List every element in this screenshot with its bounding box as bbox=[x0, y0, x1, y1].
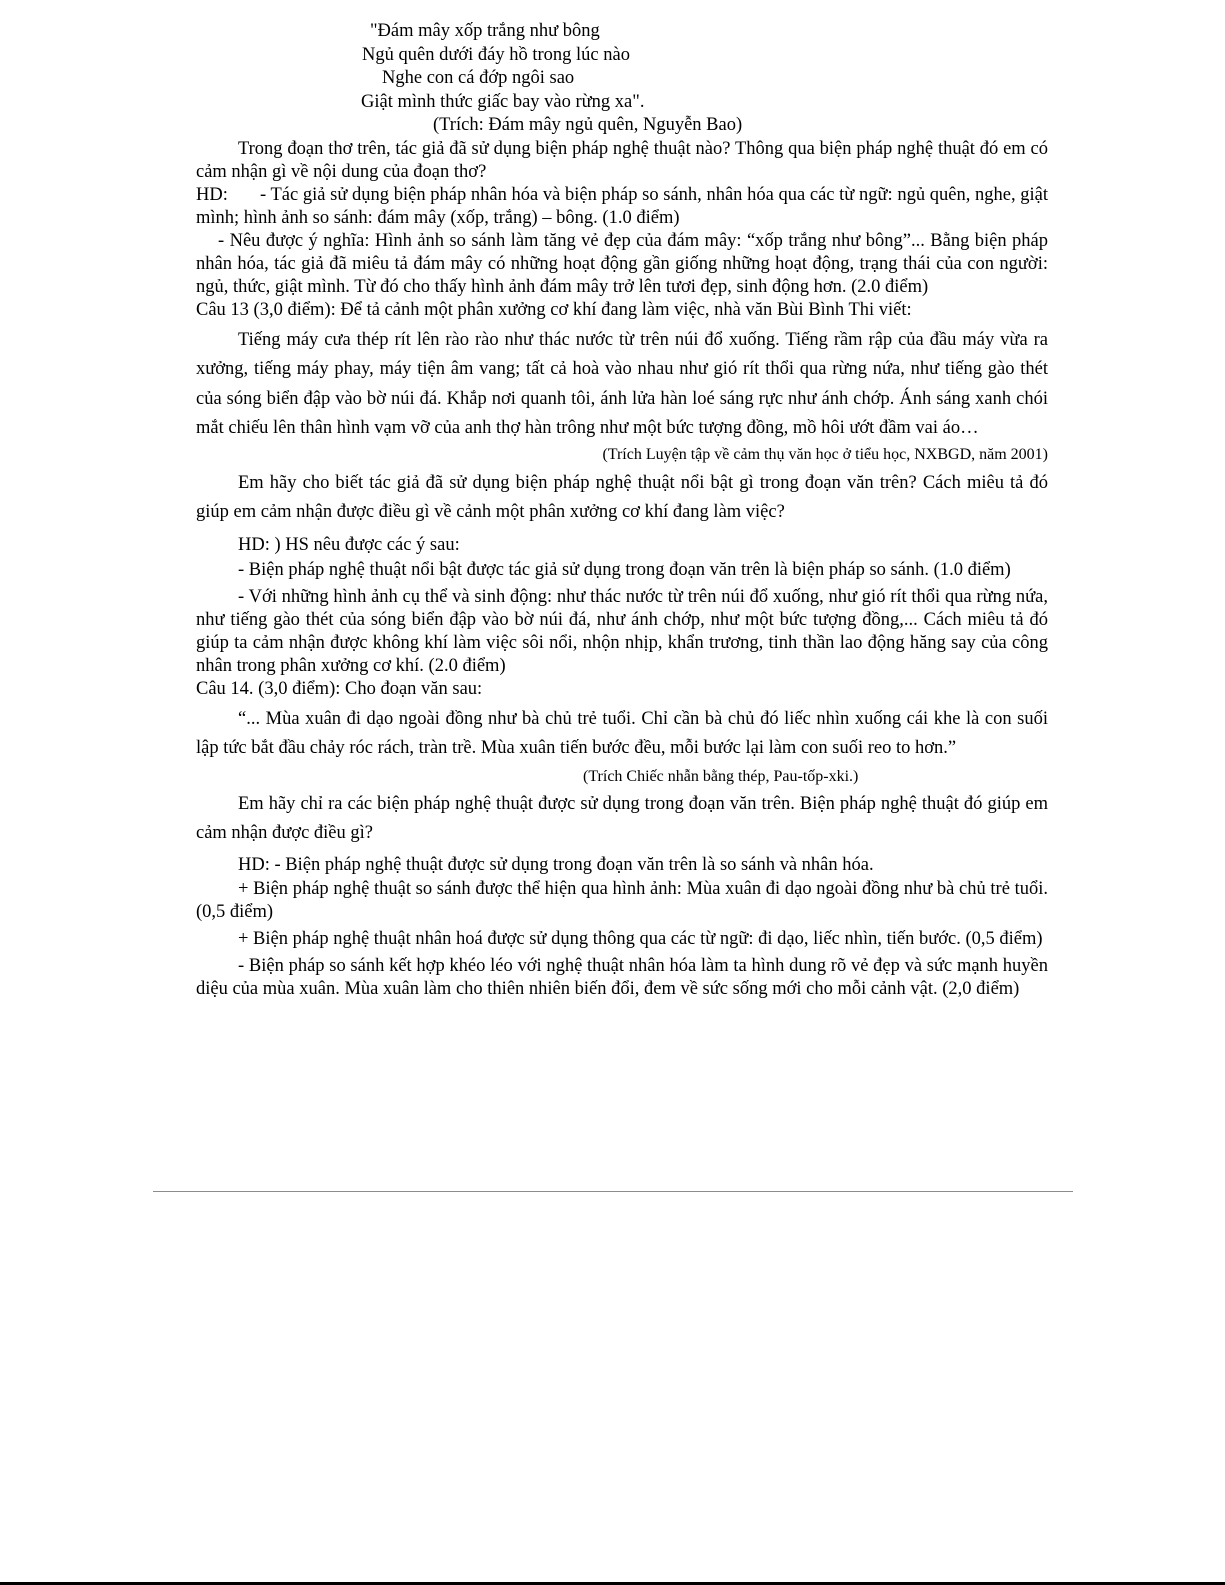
q12-hd-meaning: - Nêu được ý nghĩa: Hình ảnh so sánh làm tăng vẻ đẹp của đám mây: “xốp trắng như bông”... Bằng biện pháp nhân hóa, tác giả đã miêu tả đám mây có những hoạt động gần giống những hoạt động, trạng thái của con người: ngủ, thức, giật mình. Từ đó cho thấy hình ảnh đám mây trở lên tươi đẹp, sinh động hơn. (2.0 điểm) bbox=[196, 230, 1048, 297]
q13-question: Em hãy cho biết tác giả đã sử dụng biện pháp nghệ thuật nổi bật gì trong đoạn văn trên? Cách miêu tả đó giúp em cảm nhận được điều gì về cảnh một phân xưởng cơ khí đang làm việc? bbox=[196, 472, 1048, 522]
poem-line-2: Ngủ quên dưới đáy hồ trong lúc nào bbox=[362, 44, 630, 65]
q13-title: Câu 13 (3,0 điểm): Để tả cảnh một phân xưởng cơ khí đang làm việc, nhà văn Bùi Bình Thi viết: bbox=[196, 299, 912, 320]
poem bbox=[196, 20, 1048, 138]
poem-line-4: Giật mình thức giấc bay vào rừng xa". bbox=[361, 91, 645, 112]
q13-hd-1: - Biện pháp nghệ thuật nổi bật được tác giả sử dụng trong đoạn văn trên là biện pháp so sánh. (1.0 điểm) bbox=[238, 559, 1011, 580]
q12-question: Trong đoạn thơ trên, tác giả đã sử dụng biện pháp nghệ thuật nào? Thông qua biện pháp nghệ thuật đó em có cảm nhận gì về nội dung của đoạn thơ? bbox=[196, 138, 1048, 182]
q13-source: (Trích Luyện tập về cảm thụ văn học ở tiểu học, NXBGD, năm 2001) bbox=[602, 445, 1048, 463]
document-body bbox=[196, 20, 1048, 1001]
page-divider bbox=[153, 1191, 1073, 1192]
q14-hd-intro: HD: - Biện pháp nghệ thuật được sử dụng trong đoạn văn trên là so sánh và nhân hóa. bbox=[238, 854, 874, 875]
q12-hd-text: - Tác giả sử dụng biện pháp nhân hóa và biện pháp so sánh, nhân hóa qua các từ ngữ: ngủ quên, nghe, giật mình; hình ảnh so sánh: đám mây (xốp, trắng) – bông. (1.0 điểm) bbox=[196, 184, 1048, 228]
q14-source: (Trích Chiếc nhẫn bằng thép, Pau-tốp-xki.) bbox=[583, 767, 859, 785]
q14-question: Em hãy chỉ ra các biện pháp nghệ thuật được sử dụng trong đoạn văn trên. Biện pháp nghệ thuật đó giúp em cảm nhận được điều gì? bbox=[196, 793, 1048, 843]
poem-source: (Trích: Đám mây ngủ quên, Nguyễn Bao) bbox=[433, 115, 743, 135]
q14-hd-1: + Biện pháp nghệ thuật so sánh được thể hiện qua hình ảnh: Mùa xuân đi dạo ngoài đồng như bà chủ trẻ tuổi. (0,5 điểm) bbox=[196, 878, 1048, 922]
q13-hd-intro: HD: ) HS nêu được các ý sau: bbox=[238, 534, 460, 555]
q13-passage: Tiếng máy cưa thép rít lên rào rào như thác nước từ trên núi đổ xuống. Tiếng rầm rập của đầu máy vừa ra xưởng, tiếng máy phay, máy tiện âm vang; tất cả hoà vào nhau như gió rít thổi qua rừng nứa, như tiếng gào thét của sóng biển đập vào bờ núi đá. Khắp nơi quanh tôi, ánh lửa hàn loé sáng rực như ánh chớp. Ánh sáng xanh chói mắt chiếu lên thân hình vạm vỡ của anh thợ hàn trông như một bức tượng đồng, mồ hôi ướt đầm vai áo… bbox=[196, 329, 1048, 438]
q13-hd-2: - Với những hình ảnh cụ thể và sinh động: như thác nước từ trên núi đổ xuống, như gió rít thổi qua rừng nứa, như tiếng gào thét của sóng biển đập vào bờ núi đá, như ánh chớp, như một bức tượng đồng,... Cách miêu tả đó giúp ta cảm nhận được không khí làm việc sôi nổi, nhộn nhịp, khẩn trương, tinh thần lao động hăng say của công nhân trong phân xưởng cơ khí. (2.0 điểm) bbox=[196, 586, 1048, 676]
poem-line-1: "Đám mây xốp trắng như bông bbox=[370, 21, 600, 41]
q12-hd-label: HD: bbox=[196, 184, 228, 205]
q14-hd-2: + Biện pháp nghệ thuật nhân hoá được sử dụng thông qua các từ ngữ: đi dạo, liếc nhìn, tiến bước. (0,5 điểm) bbox=[238, 928, 1043, 949]
q12-hd bbox=[196, 184, 1048, 230]
q14-title: Câu 14. (3,0 điểm): Cho đoạn văn sau: bbox=[196, 678, 483, 699]
poem-line-3: Nghe con cá đớp ngôi sao bbox=[382, 68, 575, 88]
q14-passage: “... Mùa xuân đi dạo ngoài đồng như bà chủ trẻ tuổi. Chỉ cần bà chủ đó liếc nhìn xuống cái khe là con suối lập tức bắt đầu chảy róc rách, tràn trề. Mùa xuân tiến bước đều, mỗi bước lại làm con suối reo to hơn.” bbox=[196, 708, 1048, 758]
q14-hd-3: - Biện pháp so sánh kết hợp khéo léo với nghệ thuật nhân hóa làm ta hình dung rõ vẻ đẹp và sức mạnh huyền diệu của mùa xuân. Mùa xuân làm cho thiên nhiên biến đổi, đem về sức sống mới cho mỗi cảnh vật. (2,0 điểm) bbox=[196, 955, 1048, 999]
